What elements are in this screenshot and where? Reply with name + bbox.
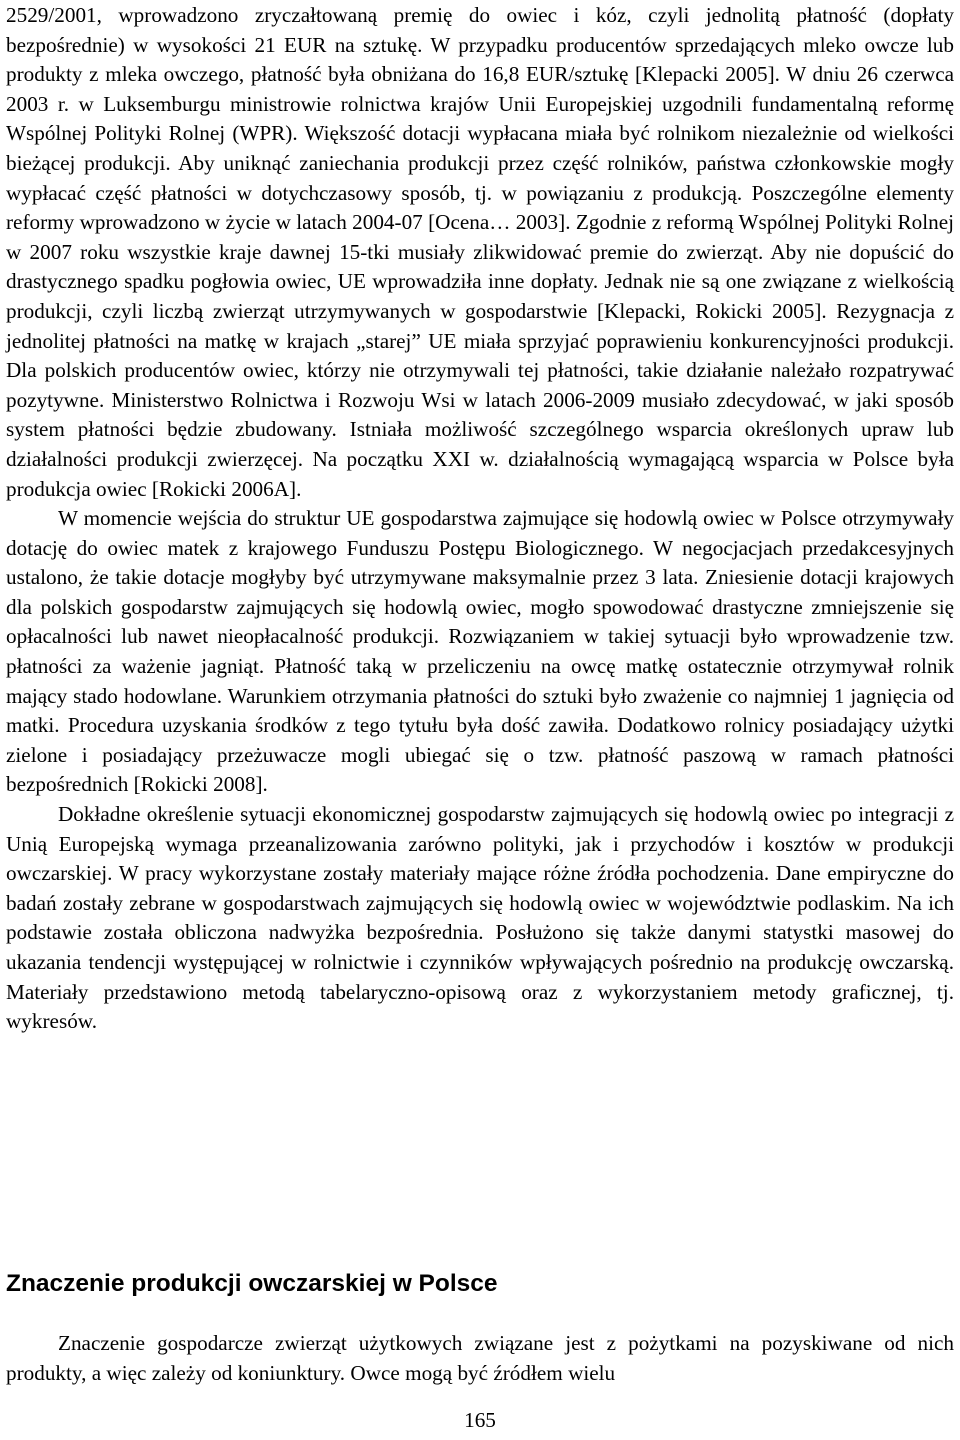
body-paragraph-1: 2529/2001, wprowadzono zryczałtowaną premię do owiec i kóz, czyli jednolitą płatność (dopłaty bezpośrednie) w wysokości 21 EUR na sztukę. W przypadku producentów sprzedających mleko owcze lub produkty z mleka owczego, płatność była obniżana do 16,8 EUR/sztukę [Klepacki 2005]. W dniu 26 czerwca 2003 r. w Luksemburgu ministrowie rolnictwa krajów Unii Europejskiej uzgodnili fundamentalną reformę Wspólnej Polityki Rolnej (WPR). Większość dotacji wypłacana miała być rolnikom niezależnie od wielkości bieżącej produkcji. Aby uniknąć zaniechania produkcji przez część rolników, państwa członkowskie mogły wypłacać część płatności w dotychczasowy sposób, tj. w powiązaniu z produkcją. Poszczególne elementy reformy wprowadzono w życie w latach 2004-07 [Ocena… 2003]. Zgodnie z reformą Wspólnej Polityki Rolnej w 2007 roku wszystkie kraje dawnej 15-tki musiały zlikwidować premie do zwierząt. Aby nie dopuścić do drastycznego spadku pogłowia owiec, UE wprowadziła inne dopłaty. Jednak nie są one związane z wielkością produkcji, czyli liczbą zwierząt utrzymywanych w gospodarstwie [Klepacki, Rokicki 2005]. Rezygnacja z jednolitej płatności na matkę w krajach „starej” UE miała sprzyjać poprawieniu konkurencyjności produkcji. Dla polskich producentów owiec, którzy nie otrzymywali tej płatności, takie działanie należało rozpatrywać pozytywne. Ministerstwo Rolnictwa i Rozwoju Wsi w latach 2006-2009 musiało zdecydować, w jaki sposób system płatności będzie zbudowany. Istniała możliwość szczególnego wsparcia określonych upraw lub działalności produkcji zwierzęcej. Na początku XXI w. działalnością wymagającą wsparcia w Polsce była produkcja owiec [Rokicki 2006A]. — [6, 3, 954, 501]
section-paragraph: Znaczenie gospodarcze zwierząt użytkowych związane jest z pożytkami na pozyskiwane od nich produkty, a więc zależy od koniunktury. Owce mogą być źródłem wielu — [6, 1331, 954, 1385]
section-heading: Znaczenie produkcji owczarskiej w Polsce — [6, 1270, 498, 1297]
page-number: 165 — [464, 1408, 496, 1432]
body-paragraph-3: Dokładne określenie sytuacji ekonomicznej gospodarstw zajmujących się hodowlą owiec po integracji z Unią Europejską wymaga przeanalizowania zarówno polityki, jak i przychodów i kosztów w produkcji owczarskiej. W pracy wykorzystane zostały materiały mające różne źródła pochodzenia. Dane empiryczne do badań zostały zebrane w gospodarstwach zajmujących się hodowlą owiec w województwie podlaskim. Na ich podstawie została obliczona nadwyżka bezpośrednia. Posłużono się także danymi statystki masowej do ukazania tendencji występującej w rolnictwie i czynników wpływających pośrednio na produkcję owczarską. Materiały przedstawiono metodą tabelaryczno-opisową oraz z wykorzystaniem metody graficznej, tj. wykresów. — [6, 802, 954, 1034]
section-body — [6, 1329, 954, 1388]
body-paragraph-2: W momencie wejścia do struktur UE gospodarstwa zajmujące się hodowlą owiec w Polsce otrzymywały dotację do owiec matek z krajowego Funduszu Postępu Biologicznego. W negocjacjach przedakcesyjnych ustalono, że takie dotacje mogłyby być utrzymywane maksymalnie przez 3 lata. Zniesienie dotacji krajowych dla polskich gospodarstw zajmujących się hodowlą owiec, mogło spowodować drastyczne zmniejszenie się opłacalności lub nawet nieopłacalność produkcji. Rozwiązaniem w takiej sytuacji było wprowadzenie tzw. płatności za ważenie jagniąt. Płatność taką w przeliczeniu na owcę matkę ostatecznie otrzymywał rolnik mający stado hodowlane. Warunkiem otrzymania płatności do sztuki było zważenie co najmniej 1 jagnięcia od matki. Procedura uzyskania środków z tego tytułu była dość zawiła. Dodatkowo rolnicy posiadający użytki zielone i posiadający przeżuwacze mogli ubiegać się o tzw. płatność paszową w ramach płatności bezpośrednich [Rokicki 2008]. — [6, 506, 954, 797]
document-page — [6, 0, 954, 1385]
